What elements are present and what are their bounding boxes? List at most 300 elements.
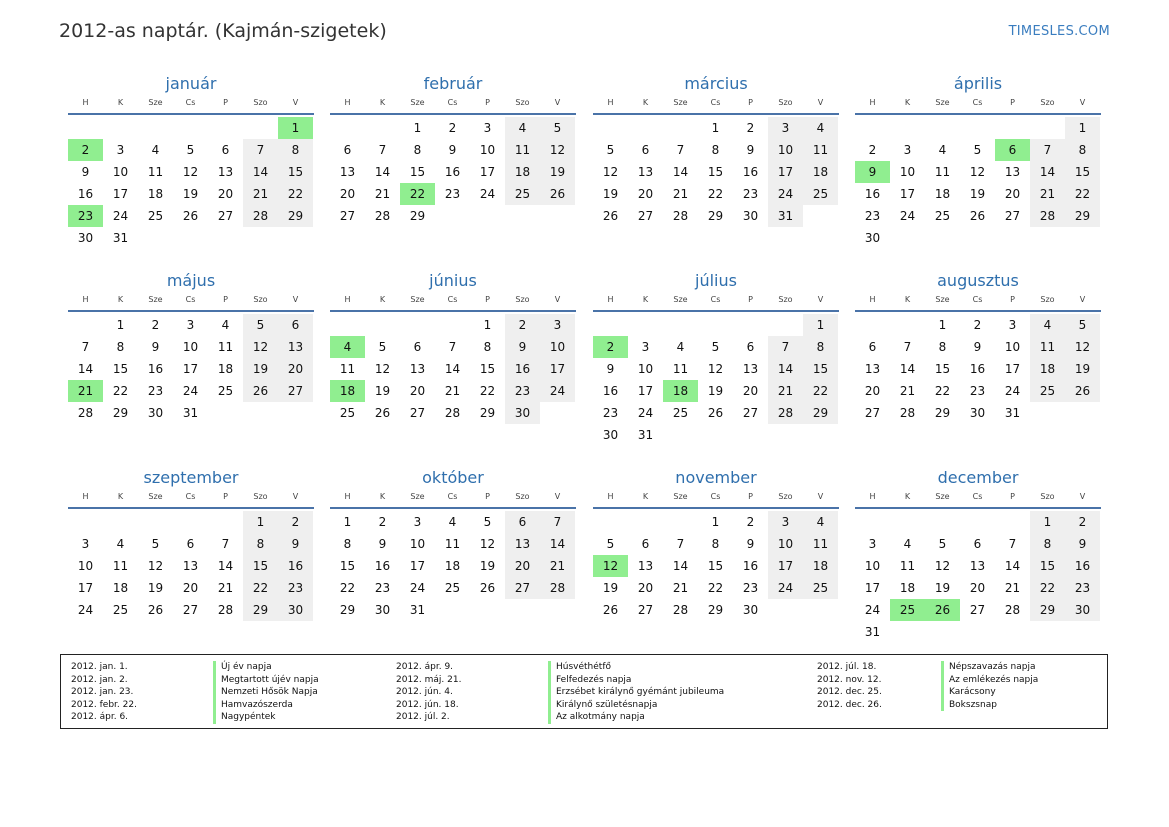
day-cell: 18	[934, 187, 951, 201]
weekday-label: Sze	[673, 295, 688, 304]
holiday-day-cell: 12	[593, 555, 628, 577]
day-cell: 7	[448, 340, 457, 354]
day-cell: 2	[278, 511, 313, 533]
day-cell: 14	[672, 165, 689, 179]
day-cell: 15	[707, 165, 724, 179]
weekday-label: Cs	[710, 295, 721, 304]
day-cell: 14	[444, 362, 461, 376]
day-cell: 10	[182, 340, 199, 354]
day-cell: 30	[77, 231, 94, 245]
legend-holiday-name: Nagypéntek	[221, 712, 276, 722]
empty-cell	[960, 511, 995, 533]
weekday-label: Cs	[185, 295, 196, 304]
day-cell: 24	[637, 406, 654, 420]
weekday-header	[855, 294, 1101, 312]
day-cell: 15	[112, 362, 129, 376]
day-cell: 20	[217, 187, 234, 201]
weekday-label: H	[344, 98, 351, 107]
weekday-header	[855, 97, 1101, 115]
day-cell: 10	[409, 537, 426, 551]
empty-cell	[890, 511, 925, 533]
weekday-label: Cs	[710, 98, 721, 107]
month-name: november	[675, 468, 757, 487]
day-cell: 13	[742, 362, 759, 376]
day-cell: 12	[934, 559, 951, 573]
day-cell: 13	[278, 336, 313, 358]
legend-date: 2012. máj. 21.	[396, 674, 462, 685]
day-cell: 12	[374, 362, 391, 376]
day-cell: 3	[483, 121, 492, 135]
legend-holiday-name: Megtartott újév napja	[221, 674, 319, 685]
day-cell: 1	[711, 515, 720, 529]
weekday-label: P	[748, 492, 753, 501]
weekday-label: H	[869, 98, 876, 107]
day-cell: 3	[641, 340, 650, 354]
day-cell: 20	[969, 581, 986, 595]
day-cell: 8	[1065, 139, 1100, 161]
day-cell: 5	[606, 143, 615, 157]
day-cell: 18	[147, 187, 164, 201]
day-cell: 8	[711, 537, 720, 551]
day-cell: 24	[864, 603, 881, 617]
weekday-label: Szo	[253, 98, 268, 107]
holiday-day-cell: 4	[330, 336, 365, 358]
empty-cell	[663, 511, 698, 533]
day-cell: 10	[1004, 340, 1021, 354]
empty-cell	[208, 511, 243, 533]
holiday-day-cell: 23	[68, 205, 103, 227]
day-cell: 5	[483, 515, 492, 529]
day-cell: 8	[483, 340, 492, 354]
day-cell: 15	[409, 165, 426, 179]
empty-cell	[173, 511, 208, 533]
day-cell: 8	[803, 336, 838, 358]
day-cell: 10	[540, 336, 575, 358]
empty-cell	[628, 511, 663, 533]
empty-cell	[663, 314, 698, 336]
legend-date: 2012. dec. 26.	[817, 699, 882, 710]
weekday-label: K	[642, 492, 649, 501]
day-cell: 30	[1065, 599, 1100, 621]
day-cell: 27	[217, 209, 234, 223]
day-cell: 4	[448, 515, 457, 529]
day-cell: 21	[540, 555, 575, 577]
legend-date: 2012. júl. 2.	[396, 712, 450, 722]
day-cell: 17	[112, 187, 129, 201]
day-cell: 17	[768, 555, 803, 577]
day-cell: 22	[934, 384, 951, 398]
day-cell: 10	[864, 559, 881, 573]
holiday-day-cell: 26	[925, 599, 960, 621]
day-cell: 29	[1065, 205, 1100, 227]
day-cell: 2	[868, 143, 877, 157]
day-cell: 12	[479, 537, 496, 551]
weekday-label: P	[1010, 492, 1015, 501]
day-cell: 14	[672, 559, 689, 573]
empty-cell	[243, 117, 278, 139]
day-cell: 2	[448, 121, 457, 135]
day-cell: 11	[444, 537, 461, 551]
empty-cell	[698, 314, 733, 336]
day-cell: 7	[1008, 537, 1017, 551]
weekday-label: V	[554, 295, 561, 304]
day-grid	[593, 511, 839, 621]
day-cell: 30	[602, 428, 619, 442]
weekday-label: H	[607, 492, 614, 501]
weekday-header	[68, 294, 314, 312]
day-cell: 11	[1030, 336, 1065, 358]
day-cell: 25	[339, 406, 356, 420]
day-cell: 1	[803, 314, 838, 336]
day-cell: 7	[676, 537, 685, 551]
legend-name-column	[548, 661, 724, 724]
day-cell: 25	[444, 581, 461, 595]
day-cell: 12	[243, 336, 278, 358]
legend-holiday-name: Hamvazószerda	[221, 699, 293, 710]
day-grid	[330, 511, 576, 621]
day-cell: 30	[147, 406, 164, 420]
day-cell: 1	[711, 121, 720, 135]
weekday-label: Cs	[972, 98, 983, 107]
day-cell: 18	[803, 161, 838, 183]
day-cell: 13	[637, 559, 654, 573]
holiday-day-cell: 6	[995, 139, 1030, 161]
day-cell: 8	[243, 533, 278, 555]
day-cell: 29	[243, 599, 278, 621]
day-cell: 26	[969, 209, 986, 223]
holiday-day-cell: 9	[855, 161, 890, 183]
weekday-label: Sze	[673, 98, 688, 107]
day-cell: 15	[278, 161, 313, 183]
day-cell: 18	[899, 581, 916, 595]
day-cell: 6	[746, 340, 755, 354]
legend-holiday-name: Erzsébet királynő gyémánt jubileuma	[556, 687, 725, 697]
weekday-label: Sze	[410, 492, 425, 501]
day-cell: 25	[112, 603, 129, 617]
day-cell: 19	[374, 384, 391, 398]
day-cell: 20	[505, 555, 540, 577]
month-name: május	[166, 271, 216, 290]
empty-cell	[173, 117, 208, 139]
weekday-label: Sze	[410, 98, 425, 107]
weekday-header	[593, 97, 839, 115]
day-cell: 23	[505, 380, 540, 402]
day-cell: 20	[1004, 187, 1021, 201]
day-cell: 22	[1065, 183, 1100, 205]
legend-date-column	[817, 661, 882, 711]
weekday-label: K	[117, 98, 124, 107]
weekday-label: K	[379, 98, 386, 107]
holiday-day-cell: 2	[68, 139, 103, 161]
weekday-label: V	[292, 492, 299, 501]
month-block	[68, 270, 314, 424]
day-cell: 13	[864, 362, 881, 376]
weekday-header	[68, 97, 314, 115]
day-cell: 2	[973, 318, 982, 332]
weekday-label: P	[1010, 98, 1015, 107]
empty-cell	[663, 117, 698, 139]
day-cell: 18	[217, 362, 234, 376]
empty-cell	[365, 314, 400, 336]
day-cell: 14	[899, 362, 916, 376]
day-cell: 4	[505, 117, 540, 139]
legend-date: 2012. jan. 2.	[71, 674, 128, 685]
day-cell: 4	[116, 537, 125, 551]
weekday-label: Szo	[515, 98, 530, 107]
month-block	[68, 73, 314, 249]
day-cell: 27	[182, 603, 199, 617]
empty-cell	[365, 117, 400, 139]
day-cell: 7	[676, 143, 685, 157]
day-cell: 28	[243, 205, 278, 227]
day-cell: 4	[221, 318, 230, 332]
day-cell: 25	[217, 384, 234, 398]
weekday-label: Szo	[778, 295, 793, 304]
day-cell: 20	[278, 358, 313, 380]
weekday-label: P	[485, 98, 490, 107]
legend-holiday-name: Bokszsnap	[949, 699, 997, 710]
day-cell: 11	[803, 139, 838, 161]
weekday-label: Sze	[148, 492, 163, 501]
day-cell: 5	[540, 117, 575, 139]
day-cell: 19	[602, 187, 619, 201]
empty-cell	[593, 117, 628, 139]
day-cell: 15	[339, 559, 356, 573]
legend-holiday-name: Az alkotmány napja	[556, 712, 645, 722]
day-cell: 14	[77, 362, 94, 376]
day-cell: 5	[938, 537, 947, 551]
day-cell: 27	[742, 406, 759, 420]
day-cell: 30	[864, 231, 881, 245]
day-cell: 31	[637, 428, 654, 442]
weekday-label: Sze	[935, 98, 950, 107]
day-cell: 19	[1065, 358, 1100, 380]
weekday-header	[330, 491, 576, 509]
day-cell: 1	[938, 318, 947, 332]
day-cell: 24	[409, 581, 426, 595]
day-cell: 3	[768, 511, 803, 533]
day-cell: 30	[742, 603, 759, 617]
day-cell: 11	[112, 559, 129, 573]
day-cell: 6	[343, 143, 352, 157]
weekday-label: Cs	[972, 295, 983, 304]
day-cell: 28	[672, 603, 689, 617]
day-cell: 29	[707, 603, 724, 617]
day-cell: 27	[1004, 209, 1021, 223]
day-cell: 4	[803, 511, 838, 533]
month-block	[593, 270, 839, 446]
month-name: január	[165, 74, 217, 93]
weekday-label: K	[904, 295, 911, 304]
empty-cell	[890, 117, 925, 139]
day-cell: 13	[217, 165, 234, 179]
day-cell: 27	[637, 209, 654, 223]
empty-cell	[138, 511, 173, 533]
day-cell: 28	[1030, 205, 1065, 227]
day-cell: 24	[112, 209, 129, 223]
day-cell: 15	[243, 555, 278, 577]
holiday-day-cell: 25	[890, 599, 925, 621]
day-cell: 20	[182, 581, 199, 595]
legend-holiday-name: Királynő születésnapja	[556, 699, 658, 710]
empty-cell	[330, 314, 365, 336]
day-grid	[593, 117, 839, 227]
day-cell: 28	[444, 406, 461, 420]
legend-date: 2012. júl. 18.	[817, 662, 877, 672]
day-cell: 9	[278, 533, 313, 555]
day-cell: 22	[243, 577, 278, 599]
legend-name-column	[213, 661, 319, 724]
day-cell: 24	[182, 384, 199, 398]
day-cell: 29	[409, 209, 426, 223]
day-cell: 5	[973, 143, 982, 157]
day-grid	[330, 117, 576, 227]
legend-date: 2012. ápr. 6.	[71, 712, 129, 722]
day-cell: 25	[505, 183, 540, 205]
day-cell: 1	[483, 318, 492, 332]
weekday-label: V	[554, 492, 561, 501]
empty-cell	[68, 314, 103, 336]
day-cell: 31	[768, 205, 803, 227]
day-cell: 26	[602, 603, 619, 617]
empty-cell	[628, 314, 663, 336]
day-cell: 19	[969, 187, 986, 201]
day-cell: 29	[112, 406, 129, 420]
day-cell: 9	[505, 336, 540, 358]
day-cell: 11	[147, 165, 164, 179]
day-cell: 22	[1030, 577, 1065, 599]
weekday-label: K	[904, 98, 911, 107]
day-cell: 13	[637, 165, 654, 179]
day-cell: 18	[1030, 358, 1065, 380]
day-cell: 6	[413, 340, 422, 354]
weekday-label: H	[607, 295, 614, 304]
legend-holiday-name: Karácsony	[949, 687, 996, 697]
day-cell: 27	[505, 577, 540, 599]
day-cell: 27	[409, 406, 426, 420]
day-cell: 23	[374, 581, 391, 595]
day-grid	[855, 511, 1101, 643]
day-cell: 5	[606, 537, 615, 551]
day-cell: 25	[803, 577, 838, 599]
day-cell: 24	[768, 183, 803, 205]
day-cell: 25	[934, 209, 951, 223]
weekday-label: Sze	[148, 295, 163, 304]
empty-cell	[960, 117, 995, 139]
empty-cell	[855, 314, 890, 336]
day-cell: 1	[243, 511, 278, 533]
empty-cell	[628, 117, 663, 139]
day-cell: 24	[1004, 384, 1021, 398]
day-cell: 29	[1030, 599, 1065, 621]
day-cell: 23	[278, 577, 313, 599]
day-cell: 22	[803, 380, 838, 402]
empty-cell	[925, 511, 960, 533]
day-cell: 26	[707, 406, 724, 420]
month-name: március	[684, 74, 748, 93]
day-cell: 23	[742, 187, 759, 201]
day-cell: 21	[217, 581, 234, 595]
day-cell: 4	[903, 537, 912, 551]
day-grid	[68, 117, 314, 249]
empty-cell	[103, 511, 138, 533]
day-cell: 23	[1065, 577, 1100, 599]
empty-cell	[855, 511, 890, 533]
day-cell: 17	[409, 559, 426, 573]
day-cell: 1	[343, 515, 352, 529]
day-cell: 21	[243, 183, 278, 205]
day-cell: 18	[112, 581, 129, 595]
empty-cell	[435, 314, 470, 336]
day-cell: 21	[1030, 183, 1065, 205]
weekday-label: P	[485, 295, 490, 304]
day-cell: 16	[278, 555, 313, 577]
day-grid	[593, 314, 839, 446]
day-cell: 27	[864, 406, 881, 420]
day-cell: 10	[479, 143, 496, 157]
weekday-label: Cs	[447, 98, 458, 107]
day-cell: 26	[374, 406, 391, 420]
weekday-label: K	[904, 492, 911, 501]
legend-holiday-name: Felfedezés napja	[556, 674, 632, 685]
day-cell: 20	[864, 384, 881, 398]
day-cell: 27	[969, 603, 986, 617]
legend-date: 2012. nov. 12.	[817, 674, 882, 685]
month-name: augusztus	[937, 271, 1019, 290]
day-cell: 25	[672, 406, 689, 420]
day-cell: 25	[147, 209, 164, 223]
empty-cell	[400, 314, 435, 336]
day-cell: 12	[1065, 336, 1100, 358]
empty-cell	[733, 314, 768, 336]
day-cell: 3	[116, 143, 125, 157]
day-cell: 28	[672, 209, 689, 223]
day-cell: 16	[444, 165, 461, 179]
weekday-header	[593, 491, 839, 509]
month-block	[855, 467, 1101, 643]
day-cell: 17	[899, 187, 916, 201]
day-cell: 13	[969, 559, 986, 573]
month-name: szeptember	[143, 468, 239, 487]
weekday-label: V	[817, 295, 824, 304]
day-cell: 29	[479, 406, 496, 420]
day-cell: 16	[742, 559, 759, 573]
day-cell: 9	[1065, 533, 1100, 555]
weekday-label: H	[344, 295, 351, 304]
weekday-header	[330, 294, 576, 312]
day-cell: 11	[899, 559, 916, 573]
weekday-label: K	[117, 295, 124, 304]
day-cell: 26	[182, 209, 199, 223]
day-cell: 9	[606, 362, 615, 376]
legend-date: 2012. jún. 18.	[396, 699, 459, 710]
day-cell: 27	[278, 380, 313, 402]
day-cell: 31	[409, 603, 426, 617]
day-cell: 13	[409, 362, 426, 376]
site-logo-link[interactable]: TIMESLES.COM	[1008, 24, 1110, 39]
empty-cell	[925, 117, 960, 139]
holiday-legend	[60, 654, 1108, 729]
day-cell: 5	[1065, 314, 1100, 336]
day-cell: 9	[746, 143, 755, 157]
day-cell: 2	[378, 515, 387, 529]
month-block	[330, 270, 576, 424]
day-cell: 19	[934, 581, 951, 595]
day-cell: 28	[217, 603, 234, 617]
day-cell: 19	[147, 581, 164, 595]
day-cell: 23	[147, 384, 164, 398]
weekday-label: Szo	[253, 492, 268, 501]
